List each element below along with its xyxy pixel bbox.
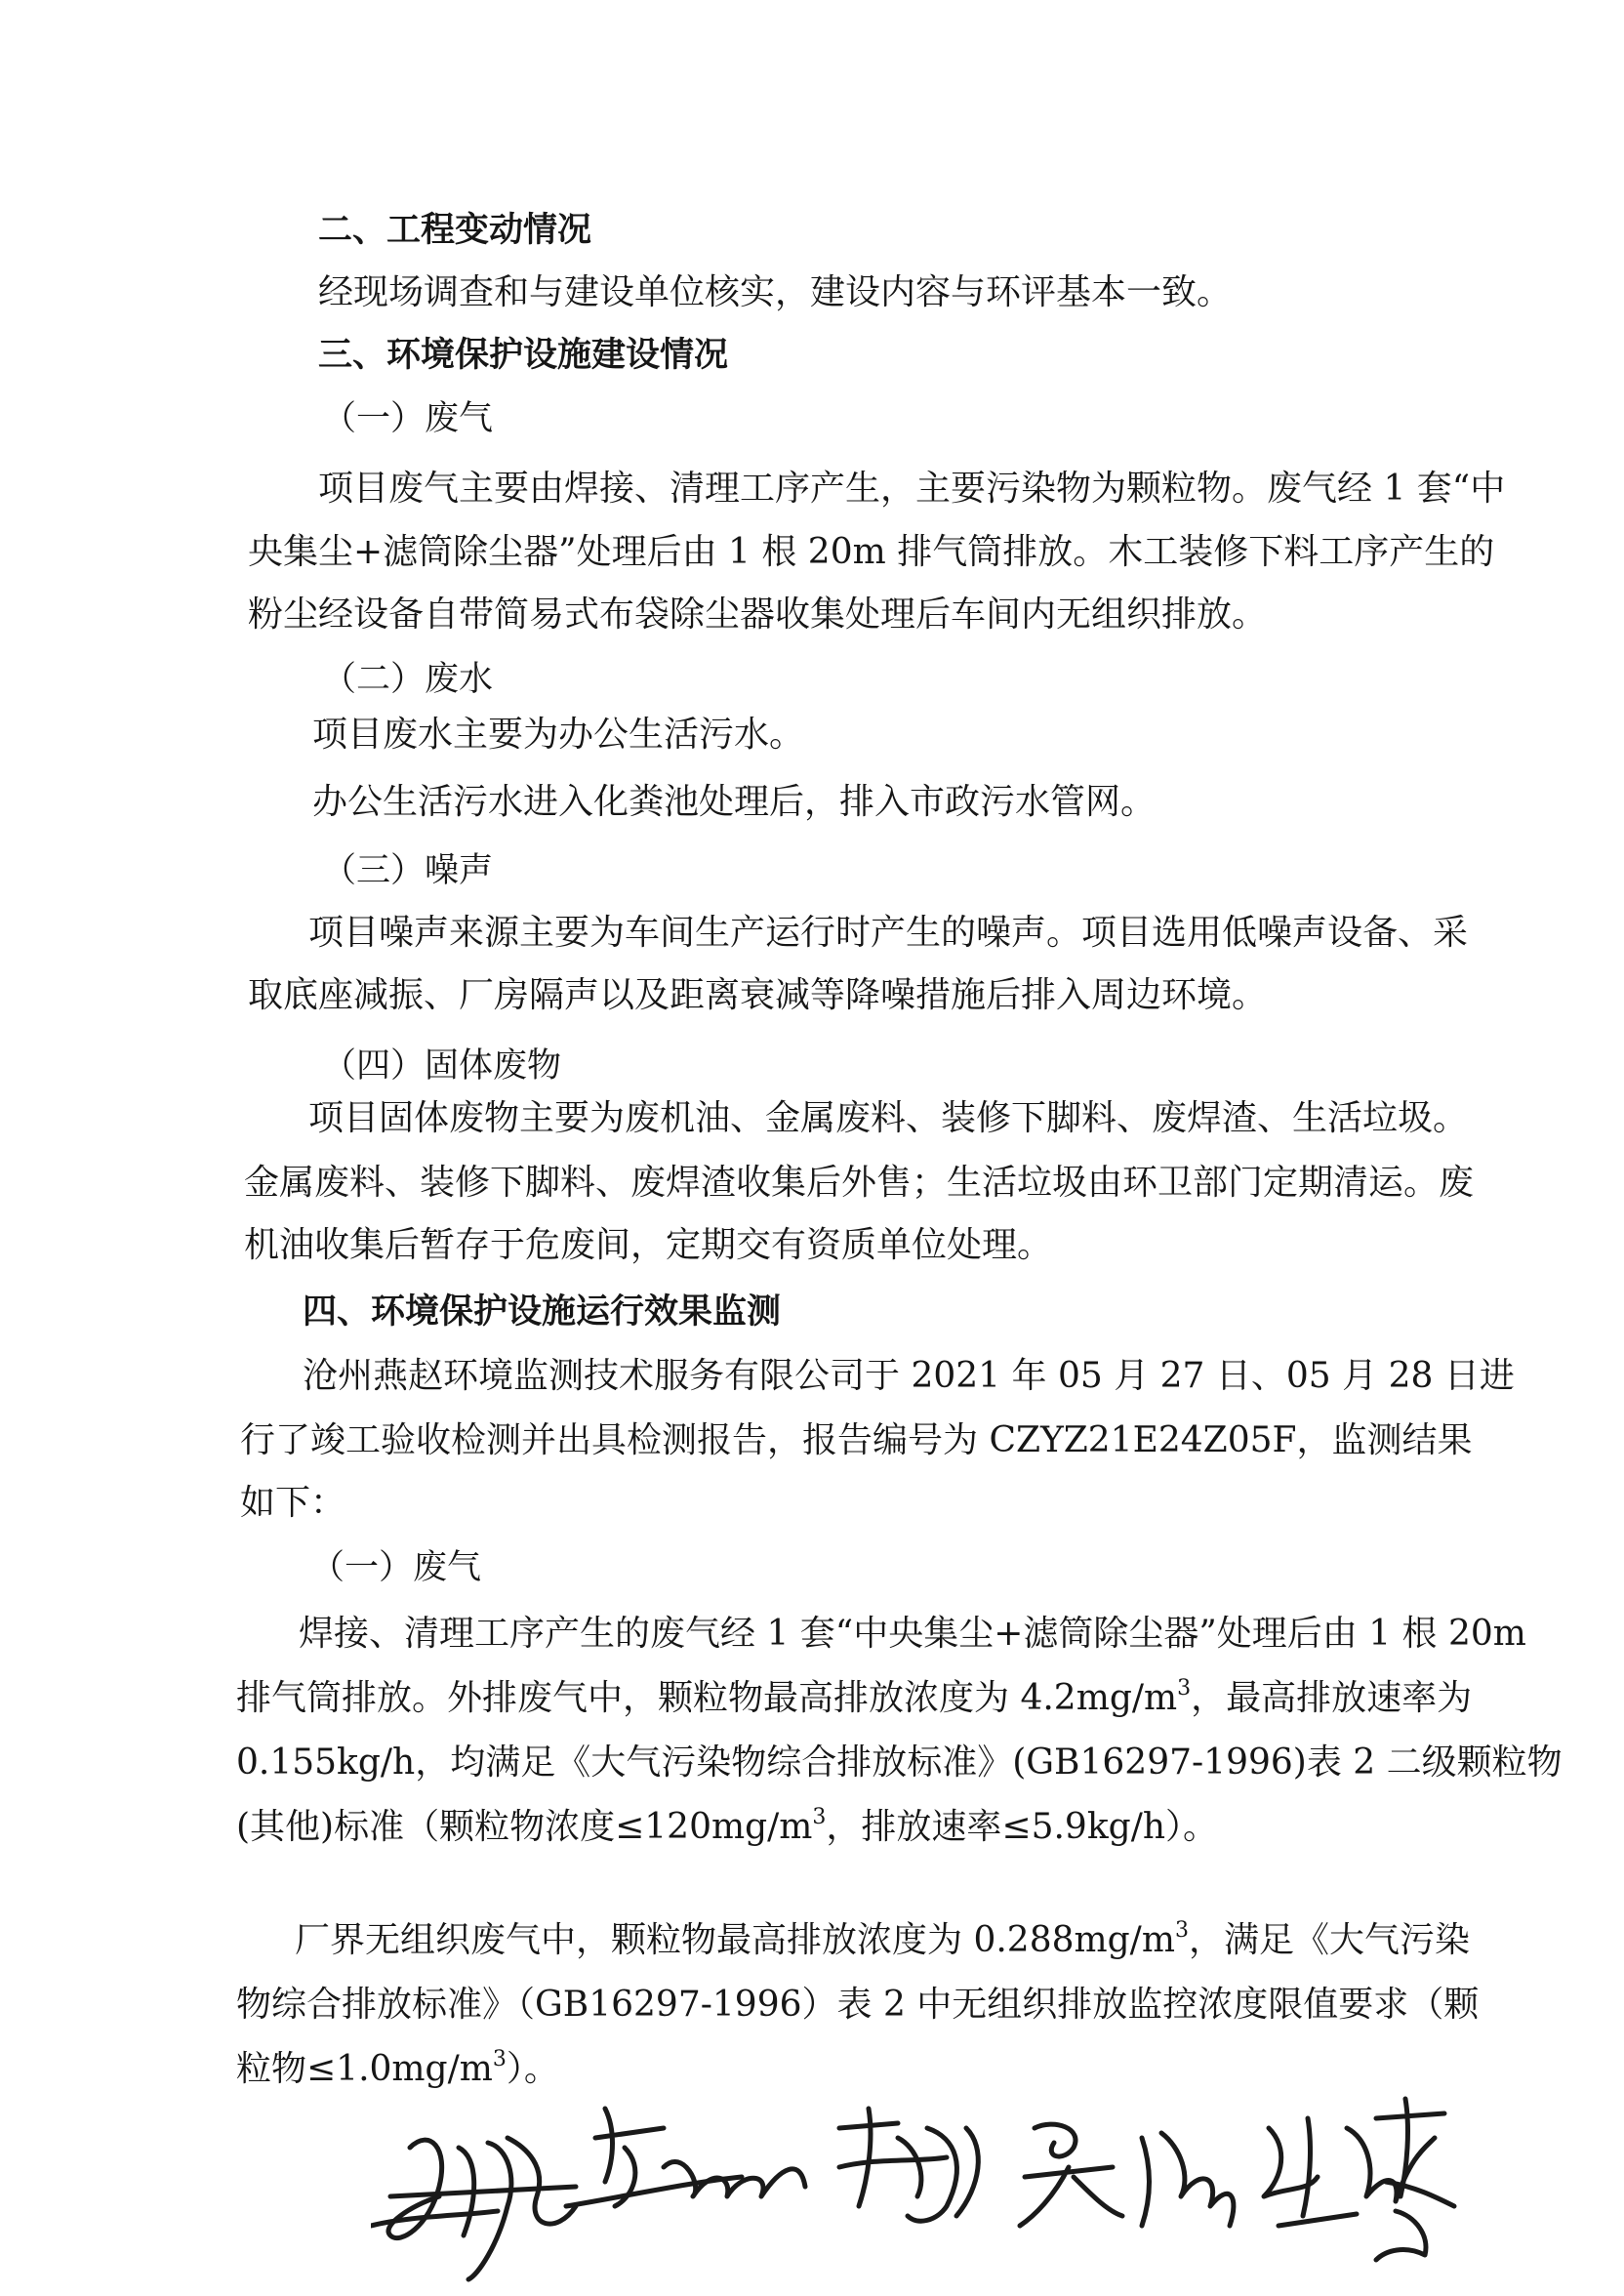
- paragraph-line: 机油收集后暂存于危废间，定期交有资质单位处理。: [244, 1225, 1053, 1265]
- superscript: 3: [1177, 1676, 1192, 1701]
- paragraph-line: 项目废气主要由焊接、清理工序产生，主要污染物为颗粒物。废气经 1 套“中: [318, 469, 1506, 509]
- text-run: ，排放速率≤5.9kg/h）。: [826, 1807, 1219, 1847]
- paragraph-line: 粉尘经设备自带简易式布袋除尘器收集处理后车间内无组织排放。: [248, 594, 1268, 635]
- paragraph-line: 0.155kg/h，均满足《大气污染物综合排放标准》(GB16297-1996)表 2 二级颗粒物: [236, 1742, 1563, 1783]
- superscript: 3: [1174, 1918, 1189, 1943]
- text-run: ，满足《大气污染: [1188, 1920, 1470, 1960]
- paragraph-line: 取底座减振、厂房隔声以及距离衰减等降噪措施后排入周边环境。: [248, 975, 1268, 1015]
- paragraph-line: 如下：: [240, 1483, 346, 1523]
- section-heading-changes: 二、工程变动情况: [318, 211, 592, 250]
- superscript: 3: [812, 1805, 827, 1829]
- paragraph-changes: 经现场调查和与建设单位核实，建设内容与环评基本一致。: [318, 272, 1233, 312]
- subheading-waste-water: （二）废水: [322, 660, 494, 699]
- text-run: 排气筒排放。外排废气中，颗粒物最高排放浓度为 4.2mg/m: [236, 1678, 1178, 1718]
- text-run: ，最高排放速率为: [1191, 1678, 1473, 1718]
- paragraph-line: [236, 1673, 1472, 1724]
- paragraph-line: 央集尘+滤筒除尘器”处理后由 1 根 20m 排气筒排放。木工装修下料工序产生的: [248, 532, 1495, 572]
- text-run: (其他)标准（颗粒物浓度≤120mg/m: [236, 1807, 813, 1847]
- paragraph-line: 项目噪声来源主要为车间生产运行时产生的噪声。项目选用低噪声设备、采: [308, 913, 1469, 953]
- paragraph-line: [295, 1915, 1470, 1966]
- paragraph-line: 金属废料、装修下脚料、废焊渣收集后外售；生活垃圾由环卫部门定期清运。废: [244, 1163, 1475, 1203]
- section-heading-facilities: 三、环境保护设施建设情况: [318, 336, 729, 375]
- paragraph-line: [236, 2044, 559, 2095]
- handwritten-signatures: [371, 2089, 1464, 2284]
- paragraph-line: 行了竣工验收检测并出具检测报告，报告编号为 CZYZ21E24Z05F，监测结果: [240, 1420, 1473, 1460]
- subheading-waste-gas: （一）废气: [322, 399, 494, 438]
- subheading-solid-waste: （四）固体废物: [322, 1046, 562, 1086]
- text-run: 粒物≤1.0mg/m: [236, 2049, 493, 2089]
- paragraph-line: 项目固体废物主要为废机油、金属废料、装修下脚料、废焊渣、生活垃圾。: [308, 1098, 1469, 1138]
- subheading-noise: （三）噪声: [322, 851, 494, 890]
- paragraph-line: 焊接、清理工序产生的废气经 1 套“中央集尘+滤筒除尘器”处理后由 1 根 20m: [299, 1614, 1526, 1654]
- paragraph-line: 物综合排放标准》（GB16297-1996）表 2 中无组织排放监控浓度限值要求（颗: [236, 1985, 1480, 2025]
- paragraph-line: 办公生活污水进入化粪池处理后，排入市政污水管网。: [312, 782, 1157, 822]
- text-run: 厂界无组织废气中，颗粒物最高排放浓度为 0.288mg/m: [295, 1920, 1175, 1960]
- section-heading-monitoring: 四、环境保护设施运行效果监测: [303, 1292, 782, 1332]
- paragraph-line: 项目废水主要为办公生活污水。: [312, 715, 805, 755]
- paragraph-line: [236, 1802, 1218, 1853]
- text-run: ）。: [506, 2049, 559, 2089]
- subheading-monitoring-gas: （一）废气: [310, 1548, 482, 1587]
- superscript: 3: [492, 2047, 507, 2071]
- paragraph-line: 沧州燕赵环境监测技术服务有限公司于 2021 年 05 月 27 日、05 月 28 日进: [303, 1356, 1515, 1396]
